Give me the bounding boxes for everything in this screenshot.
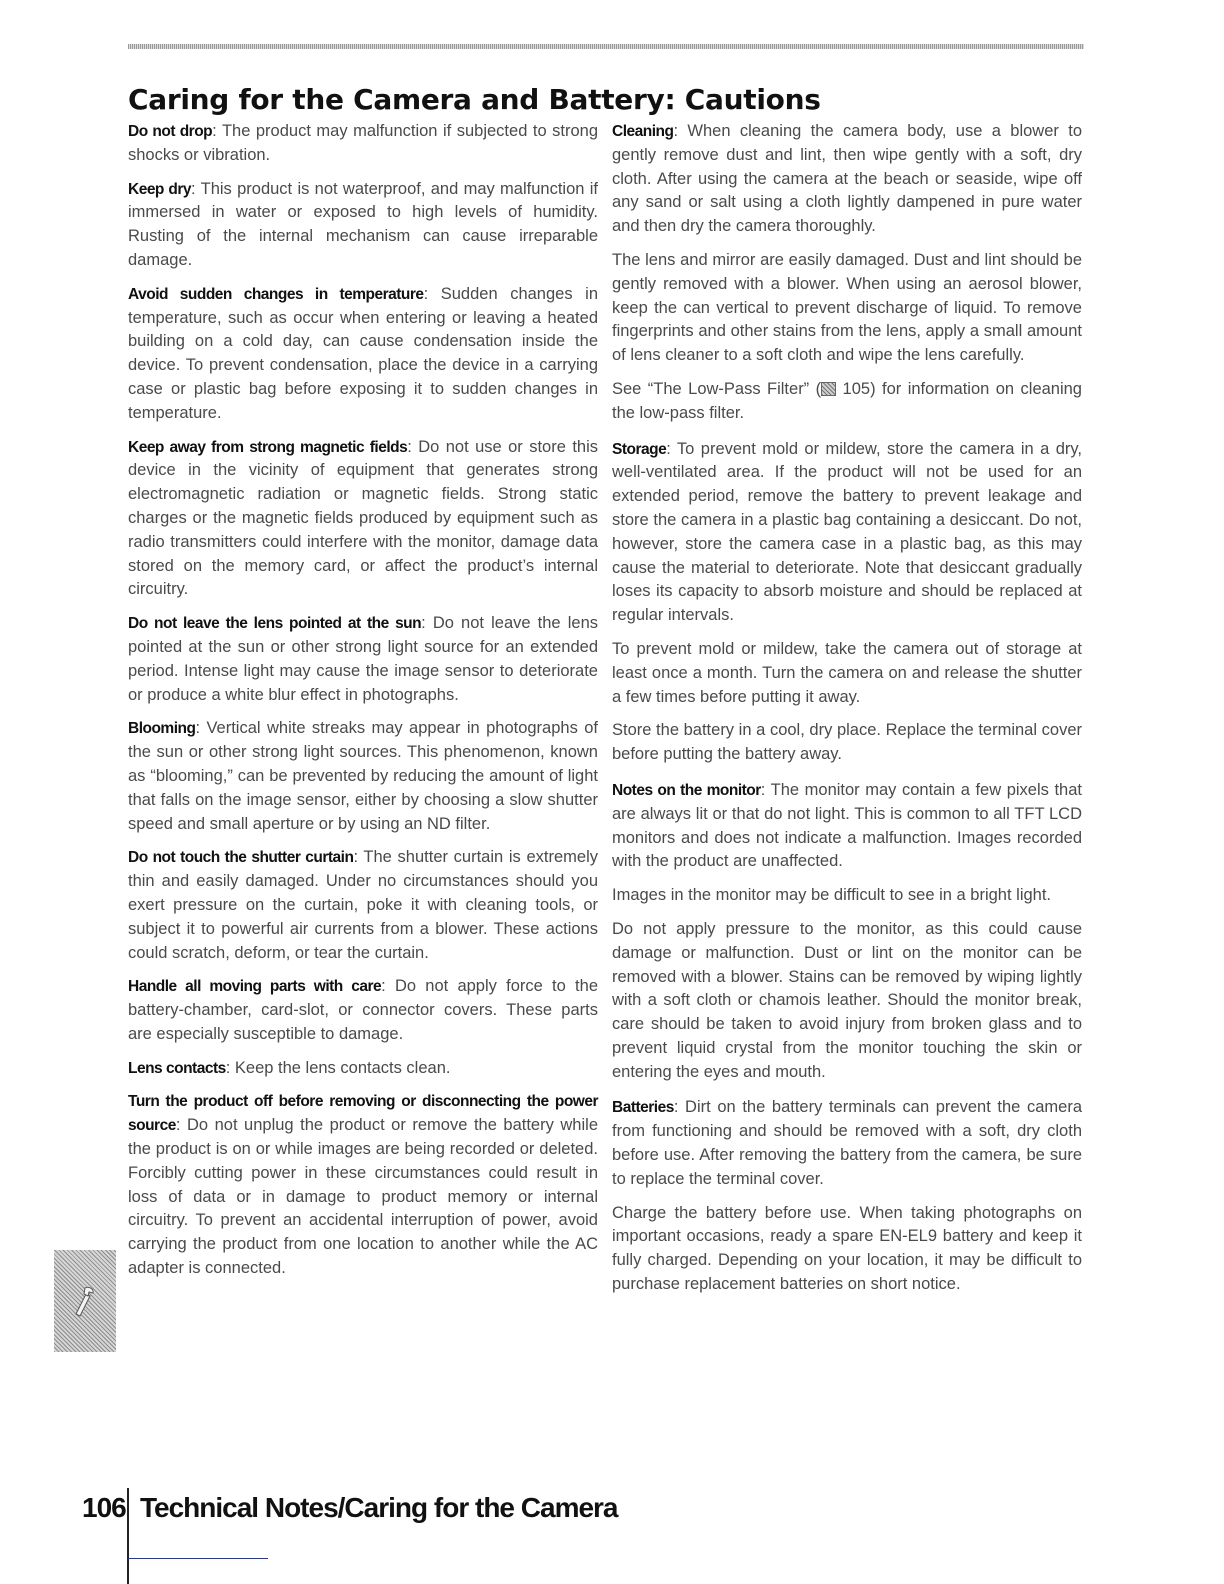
caution-blooming: [128, 717, 598, 836]
cleaning-paragraph: [612, 120, 1082, 239]
lens-mirror-paragraph: The lens and mirror are easily damaged. Dust and lint should be gently removed with a blower. When using an aerosol blower, keep the can vertical to prevent discharge of liquid. To remove fingerprints and other stains from the lens, apply a small amount of lens cleaner to a soft cloth and wipe the lens carefully.: [612, 250, 1082, 365]
reference-text: ) for information on cleaning the low-pass filter.: [612, 379, 1082, 422]
page-number: 106: [82, 1492, 126, 1523]
caution-lens-contacts: [128, 1057, 598, 1081]
caution-text: : Sudden changes in temperature, such as occur when entering or leaving a heated building on a cold day, can cause condensation inside the device. To prevent condensation, place the device in a carrying case or plastic bag before exposing it to sudden changes in temperature.: [128, 284, 598, 422]
caution-term: Lens contacts: [128, 1059, 226, 1077]
caution-keep-dry: [128, 178, 598, 273]
caution-term: Keep dry: [128, 180, 192, 198]
footer-divider-horizontal: [128, 1558, 268, 1559]
caution-text: : Keep the lens contacts clean.: [225, 1058, 451, 1077]
caution-do-not-drop: [128, 120, 598, 168]
caution-term: Storage: [612, 440, 667, 458]
caution-power-source: [128, 1090, 598, 1280]
left-column: [128, 120, 598, 1291]
caution-term: Keep away from strong magnetic fields: [128, 438, 408, 456]
caution-text: : This product is not waterproof, and may malfunction if immersed in water or exposed to high levels of humidity. Rusting of the internal mechanism can cause irreparable damage.: [128, 179, 598, 269]
reference-page-number: 105: [836, 379, 871, 398]
caution-term: Batteries: [612, 1099, 674, 1117]
caution-term: Handle all moving parts with care: [128, 978, 382, 996]
wrench-pencil-icon: [72, 1284, 98, 1318]
page-title: Caring for the Camera and Battery: Cautions: [128, 83, 821, 116]
caution-text: : Vertical white streaks may appear in photographs of the sun or other strong light sources. This phenomenon, known as “blooming,” can be prevented by reducing the amount of light that falls on the image sensor, either by choosing a slow shutter speed and small aperture or by using an ND filter.: [128, 719, 598, 833]
caution-text: : The product may malfunction if subjected to strong shocks or vibration.: [128, 122, 598, 164]
storage-paragraph-3: Store the battery in a cool, dry place. Replace the terminal cover before putting the battery away.: [612, 721, 1082, 764]
low-pass-reference-paragraph: [612, 378, 1082, 426]
footer-section-title: Technical Notes/Caring for the Camera: [140, 1492, 618, 1523]
top-rule: [128, 44, 1084, 49]
caution-shutter-curtain: [128, 846, 598, 965]
monitor-paragraph: [612, 779, 1082, 874]
technical-notes-tab-icon: [54, 1250, 116, 1352]
caution-term: Cleaning: [612, 123, 674, 140]
batteries-paragraph: [612, 1096, 1082, 1191]
caution-magnetic-fields: [128, 436, 598, 603]
caution-text: : Do not use or store this device in the vicinity of equipment that generates strong electromagnetic radiation or magnetic fields. Strong static charges or the magnetic fields produced by equipment such as radio transmitters could interfere with the monitor, damage data stored on the memory card, or affect the product’s internal circuitry.: [128, 437, 598, 599]
batteries-paragraph-2: Charge the battery before use. When taking photographs on important occasions, ready a spare EN-EL9 battery and keep it fully charged. Depending on your location, it may be difficult to purchase replacement batteries on short notice.: [612, 1203, 1082, 1294]
caution-text: : The monitor may contain a few pixels that are always lit or that do not light. This is common to all TFT LCD monitors and does not indicate a malfunction. Images recorded with the product are unaffected.: [612, 780, 1082, 871]
caution-term: Do not leave the lens pointed at the sun: [128, 615, 422, 633]
caution-text: : When cleaning the camera body, use a blower to gently remove dust and lint, then wipe gently with a soft, dry cloth. After using the camera at the beach or seaside, wipe off any sand or salt using a cloth lightly dampened in pure water and then dry the camera thoroughly.: [612, 122, 1082, 236]
caution-text: : Dirt on the battery terminals can prevent the camera from functioning and should be removed with a soft, dry cloth before use. After removing the battery from the camera, be sure to replace the terminal cover.: [612, 1098, 1082, 1188]
reference-text: See “The Low-Pass Filter” (: [612, 379, 822, 398]
footer-divider-vertical: [127, 1488, 129, 1584]
caution-text: : The shutter curtain is extremely thin and easily damaged. Under no circumstances should you exert pressure on the curtain, poke it with cleaning tools, or subject it to powerful air currents from a blower. These actions could scratch, deform, or tear the curtain.: [128, 848, 599, 962]
right-column: [612, 120, 1082, 1307]
caution-temperature: [128, 283, 598, 426]
caution-text: : Do not apply force to the battery-chamber, card-slot, or connector covers. These parts are especially susceptible to damage.: [128, 977, 598, 1043]
caution-term: Do not touch the shutter curtain: [128, 849, 354, 867]
caution-text: : Do not unplug the product or remove the battery while the product is on or while images are being recorded or deleted. Forcibly cutting power in these circumstances could result in loss of data or in damage to product memory or internal circuitry. To prevent an accidental interruption of power, avoid carrying the product from one location to another while the AC adapter is connected.: [128, 1116, 598, 1278]
caution-text: : Do not leave the lens pointed at the sun or other strong light source for an extended period. Intense light may cause the image sensor to deteriorate or produce a white blur effect in photographs.: [128, 614, 599, 704]
monitor-paragraph-2: Images in the monitor may be difficult to see in a bright light.: [612, 886, 1052, 905]
storage-paragraph: [612, 438, 1082, 628]
page-reference-icon: [821, 382, 836, 396]
caution-term: Do not drop: [128, 123, 213, 140]
caution-term: Blooming: [128, 720, 196, 738]
caution-sun: [128, 612, 598, 707]
caution-term: Avoid sudden changes in temperature: [128, 285, 424, 303]
caution-term: Notes on the monitor: [612, 781, 761, 799]
caution-text: : To prevent mold or mildew, store the camera in a dry, well-ventilated area. If the product will not be used for an extended period, remove the battery to prevent leakage and store the camera in a plastic bag containing a desiccant. Do not, however, store the camera case in a plastic bag, as this may cause the material to deteriorate. Note that desiccant gradually loses its capacity to absorb moisture and should be replaced at regular intervals.: [612, 439, 1082, 625]
monitor-paragraph-3: Do not apply pressure to the monitor, as this could cause damage or malfunction. Dust or lint on the monitor can be removed with a blower. Stains can be removed by wiping lightly with a soft cloth or chamois leather. Should the monitor break, care should be taken to avoid injury from broken glass and to prevent liquid crystal from the monitor touching the skin or entering the eyes and mouth.: [612, 919, 1082, 1081]
caution-moving-parts: [128, 975, 598, 1046]
storage-paragraph-2: To prevent mold or mildew, take the camera out of storage at least once a month. Turn the camera on and release the shutter a few times before putting it away.: [612, 639, 1082, 706]
caution-term: Turn the product off before removing or disconnecting the power source: [128, 1093, 598, 1135]
